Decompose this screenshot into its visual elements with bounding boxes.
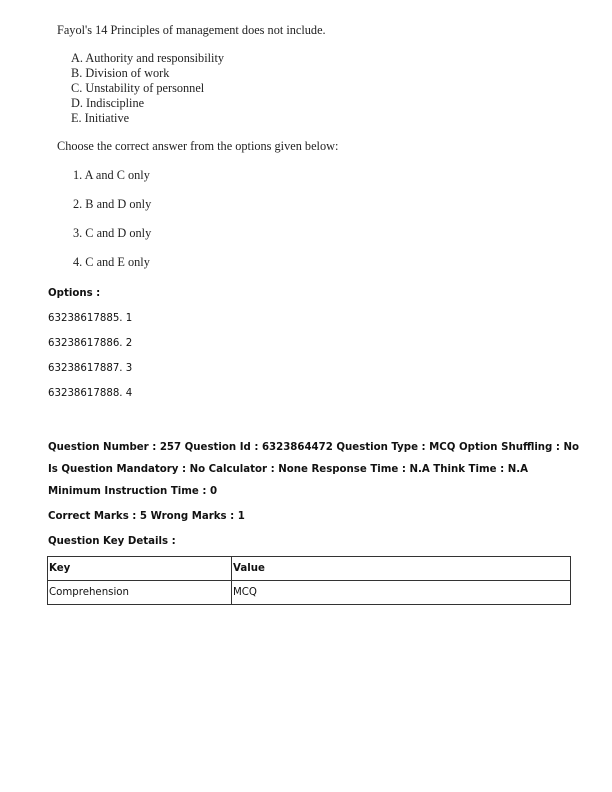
question-meta-line: Minimum Instruction Time : 0 [48, 486, 218, 497]
choice: 4. C and E only [73, 255, 150, 269]
statement: C. Unstability of personnel [71, 81, 205, 95]
statement: D. Indiscipline [71, 96, 145, 110]
cell-key: Comprehension [48, 581, 232, 605]
choice: 1. A and C only [73, 168, 150, 182]
statement: E. Initiative [71, 111, 130, 125]
header-key: Key [48, 557, 232, 581]
choice: 2. B and D only [73, 197, 152, 211]
options-label: Options : [48, 288, 101, 299]
table-header-row [48, 557, 571, 581]
header-value: Value [232, 557, 571, 581]
statement: B. Division of work [71, 66, 170, 80]
question-stem: Fayol's 14 Principles of management does not include. [57, 23, 326, 37]
table-row [48, 581, 571, 605]
option-item: 63238617885. 1 [48, 313, 133, 324]
marks-line: Correct Marks : 5 Wrong Marks : 1 [48, 511, 245, 522]
key-details-label: Question Key Details : [48, 536, 176, 547]
option-item: 63238617887. 3 [48, 363, 133, 374]
question-meta-line: Is Question Mandatory : No Calculator : None Response Time : N.A Think Time : N.A [48, 464, 528, 475]
question-meta-line: Question Number : 257 Question Id : 6323864472 Question Type : MCQ Option Shuffling : No [48, 442, 580, 453]
instruction: Choose the correct answer from the options given below: [57, 139, 339, 153]
option-item: 63238617886. 2 [48, 338, 133, 349]
cell-value: MCQ [232, 581, 571, 605]
key-details-table [47, 556, 571, 605]
option-item: 63238617888. 4 [48, 388, 133, 399]
choice: 3. C and D only [73, 226, 152, 240]
statement: A. Authority and responsibility [71, 51, 225, 65]
